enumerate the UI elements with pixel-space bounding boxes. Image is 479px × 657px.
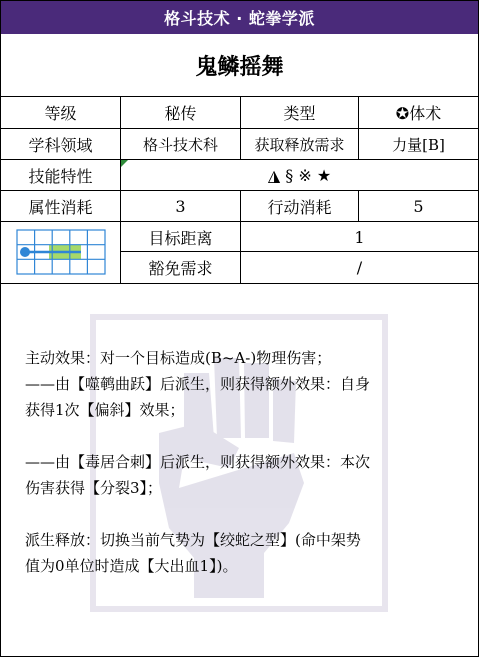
target-dist-label: 目标距离: [121, 222, 241, 252]
req-label: 获取释放需求: [241, 129, 359, 159]
spacer: [25, 501, 455, 527]
origin-dot: [20, 247, 30, 257]
effect-line: 伤害获得【分裂3】；: [25, 479, 163, 497]
immunity-row: [121, 252, 478, 283]
traits-symbols: ◮ § ※ ★: [267, 165, 332, 185]
traits-label: 技能特性: [1, 160, 121, 190]
type-value: ✪体术: [395, 104, 442, 123]
range-grid-icon: [1, 222, 121, 283]
skill-name: 鬼鳞摇舞: [1, 34, 478, 97]
grade-label: 等级: [1, 97, 121, 128]
row-field-req: [1, 129, 478, 160]
req-value: 力量[B]: [392, 135, 445, 154]
action-cost-value: 5: [413, 196, 424, 216]
spacer: [25, 423, 455, 449]
effect-line: ——由【毒居合刺】后派生，则获得额外效果：本次: [25, 453, 371, 471]
grade-value: 秘传: [121, 97, 241, 128]
immunity-value: /: [356, 258, 363, 277]
action-cost-label: 行动消耗: [241, 191, 359, 221]
immunity-label: 豁免需求: [121, 252, 241, 283]
corner-marker-icon: [121, 160, 128, 167]
effect-line: 主动效果：对一个目标造成(B~A-)物理伤害；: [25, 349, 332, 367]
target-dist-value: 1: [354, 227, 365, 247]
effects-text: [25, 345, 455, 579]
row-traits: [1, 160, 478, 191]
row-costs: [1, 191, 478, 222]
row-grade-type: [1, 97, 478, 129]
effect-line: 派生释放：切换当前气势为【绞蛇之型】(命中架势: [25, 531, 361, 549]
field-label: 学科领域: [1, 129, 121, 159]
effects-area: [1, 283, 478, 656]
type-label: 类型: [241, 97, 359, 128]
range-grid: [1, 222, 121, 283]
effect-line: 值为0单位时造成【大出血1】)。: [25, 557, 238, 575]
row-range: [1, 222, 478, 284]
target-distance-row: [121, 222, 478, 252]
category-header: 格斗技术 · 蛇拳学派: [1, 1, 478, 34]
field-value: 格斗技术科: [121, 129, 241, 159]
attr-cost-value: 3: [121, 191, 241, 221]
effect-line: ——由【噬鹌曲跃】后派生，则获得额外效果：自身: [25, 375, 371, 393]
attr-cost-label: 属性消耗: [1, 191, 121, 221]
traits-value: [121, 160, 478, 190]
effect-line: 获得1次【偏斜】效果；: [25, 401, 185, 419]
